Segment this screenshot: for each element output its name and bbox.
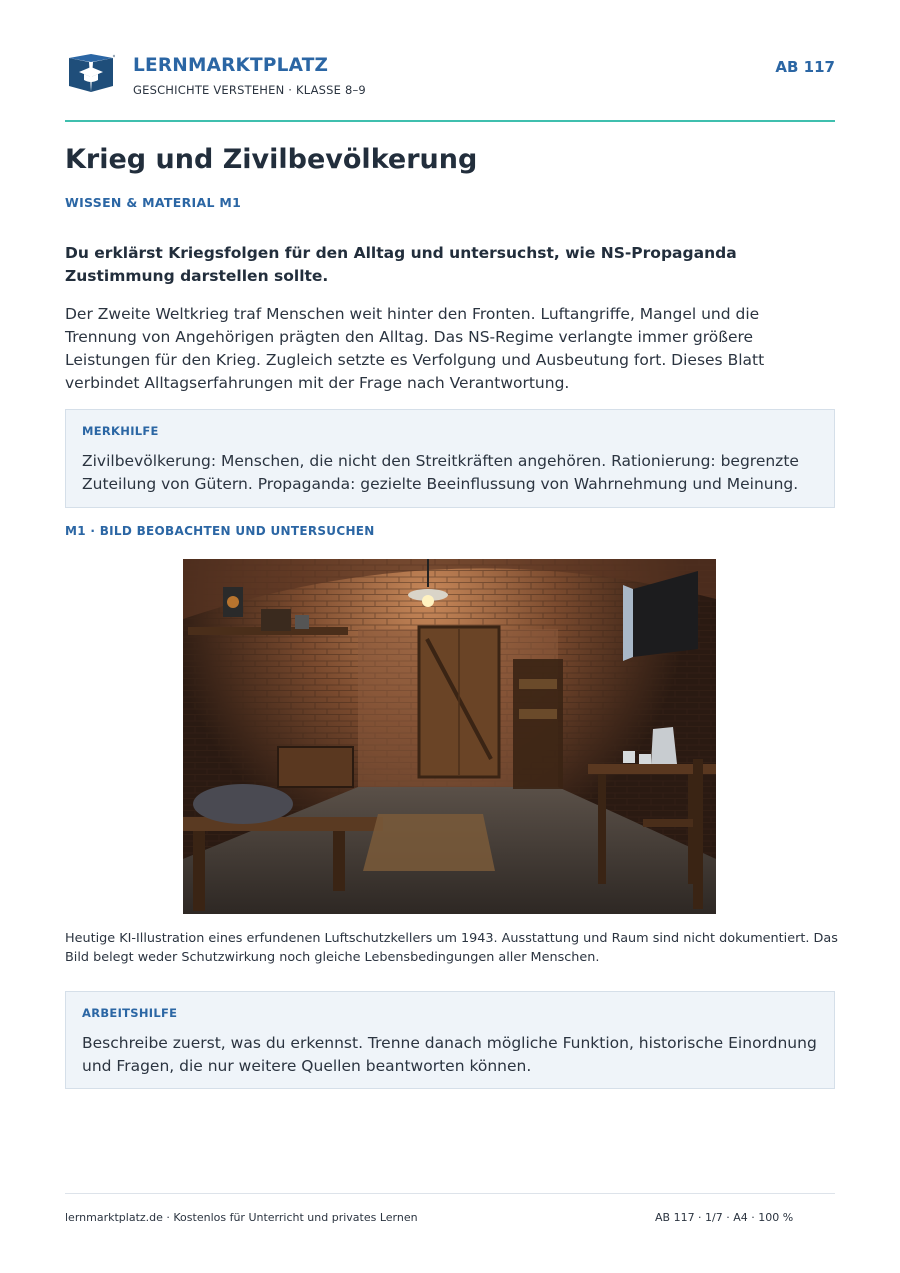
figure-caption: Heutige KI-Illustration eines erfundenen Luftschutzkellers um 1943. Ausstattung und Raum sind nicht dokumentiert. Das Bild belegt weder Schutzwirkung noch gleiche Lebensbedingungen aller Menschen. bbox=[65, 931, 838, 965]
graduation-cap-book-icon bbox=[67, 52, 115, 94]
page-header bbox=[65, 50, 835, 106]
footer-site-link[interactable]: lernmarktplatz.de · Kostenlos für Unterricht und privates Lernen bbox=[65, 1211, 418, 1224]
brand-subtitle: GESCHICHTE VERSTEHEN · KLASSE 8–9 bbox=[133, 83, 366, 97]
m1-heading: M1 · BILD BEOBACHTEN UND UNTERSUCHEN bbox=[65, 524, 375, 538]
footer-page-info: AB 117 · 1/7 · A4 · 100 % bbox=[655, 1211, 794, 1224]
merkhilfe-label: MERKHILFE bbox=[82, 424, 159, 438]
arbeitshilfe-box bbox=[65, 991, 835, 1089]
air-raid-shelter-illustration bbox=[183, 559, 716, 914]
learning-goal: Du erklärst Kriegsfolgen für den Alltag und untersuchst, wie NS-Propaganda Zustimmung darstellen sollte. bbox=[65, 244, 737, 285]
header-divider bbox=[65, 120, 835, 122]
footer-divider bbox=[65, 1193, 835, 1194]
shelter-image bbox=[183, 559, 716, 914]
intro-paragraph: Der Zweite Weltkrieg traf Menschen weit hinter den Fronten. Luftangriffe, Mangel und die Trennung von Angehörigen prägten den Alltag. Das NS-Regime verlangte immer größere Leistungen für den Krieg. Zugleich setzte es Verfolgung und Ausbeutung fort. Dieses Blatt verbindet Alltagserfahrungen mit der Frage nach Verantwortung. bbox=[65, 305, 765, 392]
arbeitshilfe-text: Beschreibe zuerst, was du erkennst. Trenne danach mögliche Funktion, historische Einordnung und Fragen, die nur weitere Quellen beantworten können. bbox=[82, 1034, 817, 1075]
merkhilfe-box bbox=[65, 409, 835, 508]
section-kicker: WISSEN & MATERIAL M1 bbox=[65, 195, 242, 210]
arbeitshilfe-label: ARBEITSHILFE bbox=[82, 1006, 178, 1020]
page-title: Krieg und Zivilbevölkerung bbox=[65, 144, 478, 175]
brand-name: LERNMARKTPLATZ bbox=[133, 55, 329, 76]
worksheet-code: AB 117 bbox=[775, 58, 835, 76]
merkhilfe-text: Zivilbevölkerung: Menschen, die nicht den Streitkräften angehören. Rationierung: begrenzte Zuteilung von Gütern. Propaganda: gezielte Beeinflussung von Wahrnehmung und Meinung. bbox=[82, 452, 799, 493]
